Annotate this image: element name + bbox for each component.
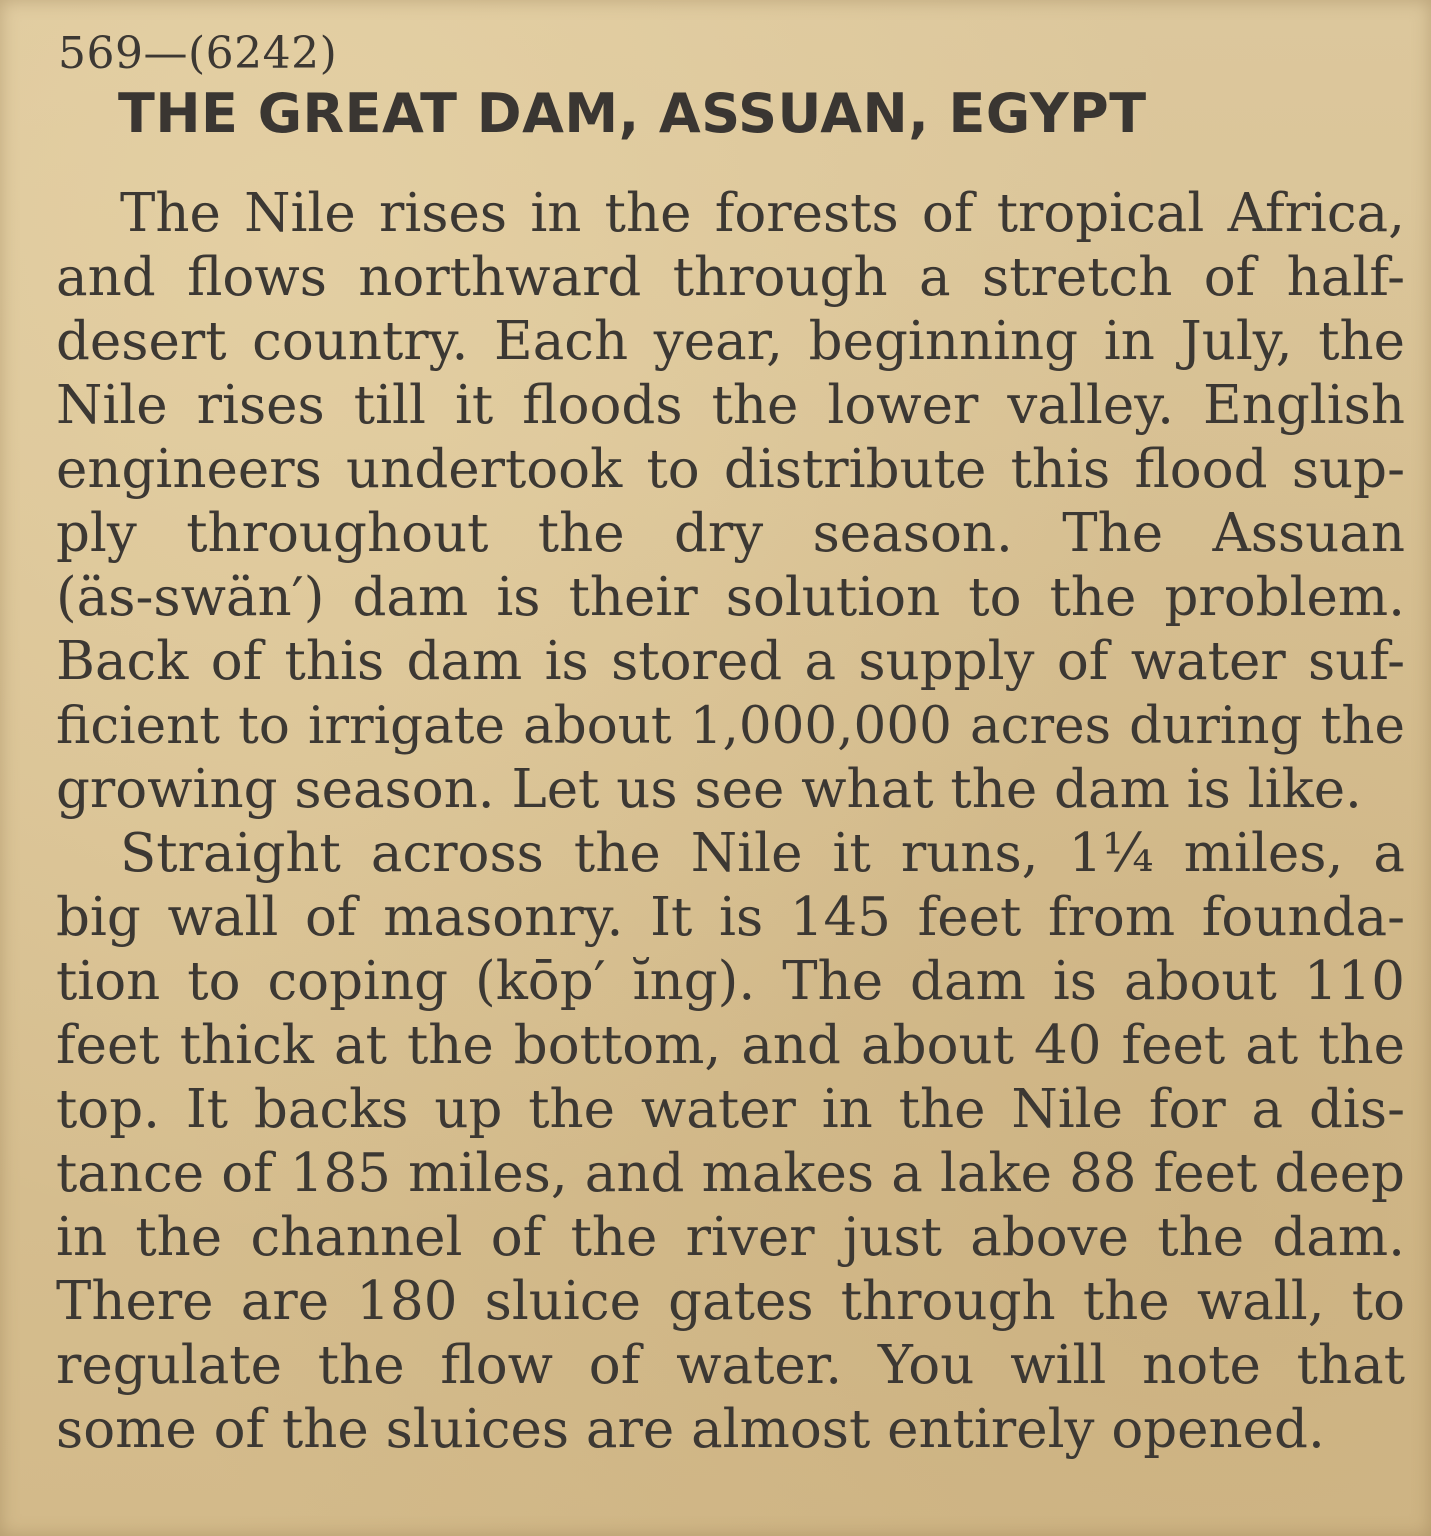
text-line-15: top. It backs up the water in the Nile for a dis- (56, 1079, 1405, 1140)
text-line-17: in the channel of the river just above the dam. (56, 1207, 1405, 1268)
text-line-2: and flows northward through a stretch of half- (56, 247, 1405, 308)
text-line-14: feet thick at the bottom, and about 40 feet at the (56, 1015, 1405, 1076)
text-line-18: There are 180 sluice gates through the wall, to (56, 1271, 1405, 1332)
text-line-8: Back of this dam is stored a supply of water suf- (56, 631, 1405, 692)
text-line-5: engineers undertook to distribute this flood sup- (56, 439, 1405, 500)
text-line-16: tance of 185 miles, and makes a lake 88 feet deep (56, 1143, 1405, 1204)
text-line-11: Straight across the Nile it runs, 1¼ miles, a (120, 823, 1405, 884)
text-line-13: tion to coping (kōp′ ĭng). The dam is about 110 (56, 951, 1405, 1012)
text-line-20: some of the sluices are almost entirely opened. (56, 1399, 1325, 1460)
text-line-4: Nile rises till it floods the lower valley. English (56, 375, 1405, 436)
text-line-19: regulate the flow of water. You will note that (56, 1335, 1405, 1396)
text-line-3: desert country. Each year, beginning in July, the (56, 311, 1405, 372)
text-line-9: ficient to irrigate about 1,000,000 acres during the (56, 696, 1405, 756)
text-line-7: (äs-swän′) dam is their solution to the problem. (56, 567, 1405, 628)
card-number: 569—(6242) (58, 28, 338, 79)
text-line-12: big wall of masonry. It is 145 feet from founda- (56, 887, 1405, 948)
text-line-10: growing season. Let us see what the dam is like. (56, 759, 1362, 820)
text-line-1: The Nile rises in the forests of tropical Africa, (120, 183, 1405, 244)
text-line-6: ply throughout the dry season. The Assuan (56, 503, 1405, 564)
card-title: THE GREAT DAM, ASSUAN, EGYPT (118, 82, 1147, 145)
